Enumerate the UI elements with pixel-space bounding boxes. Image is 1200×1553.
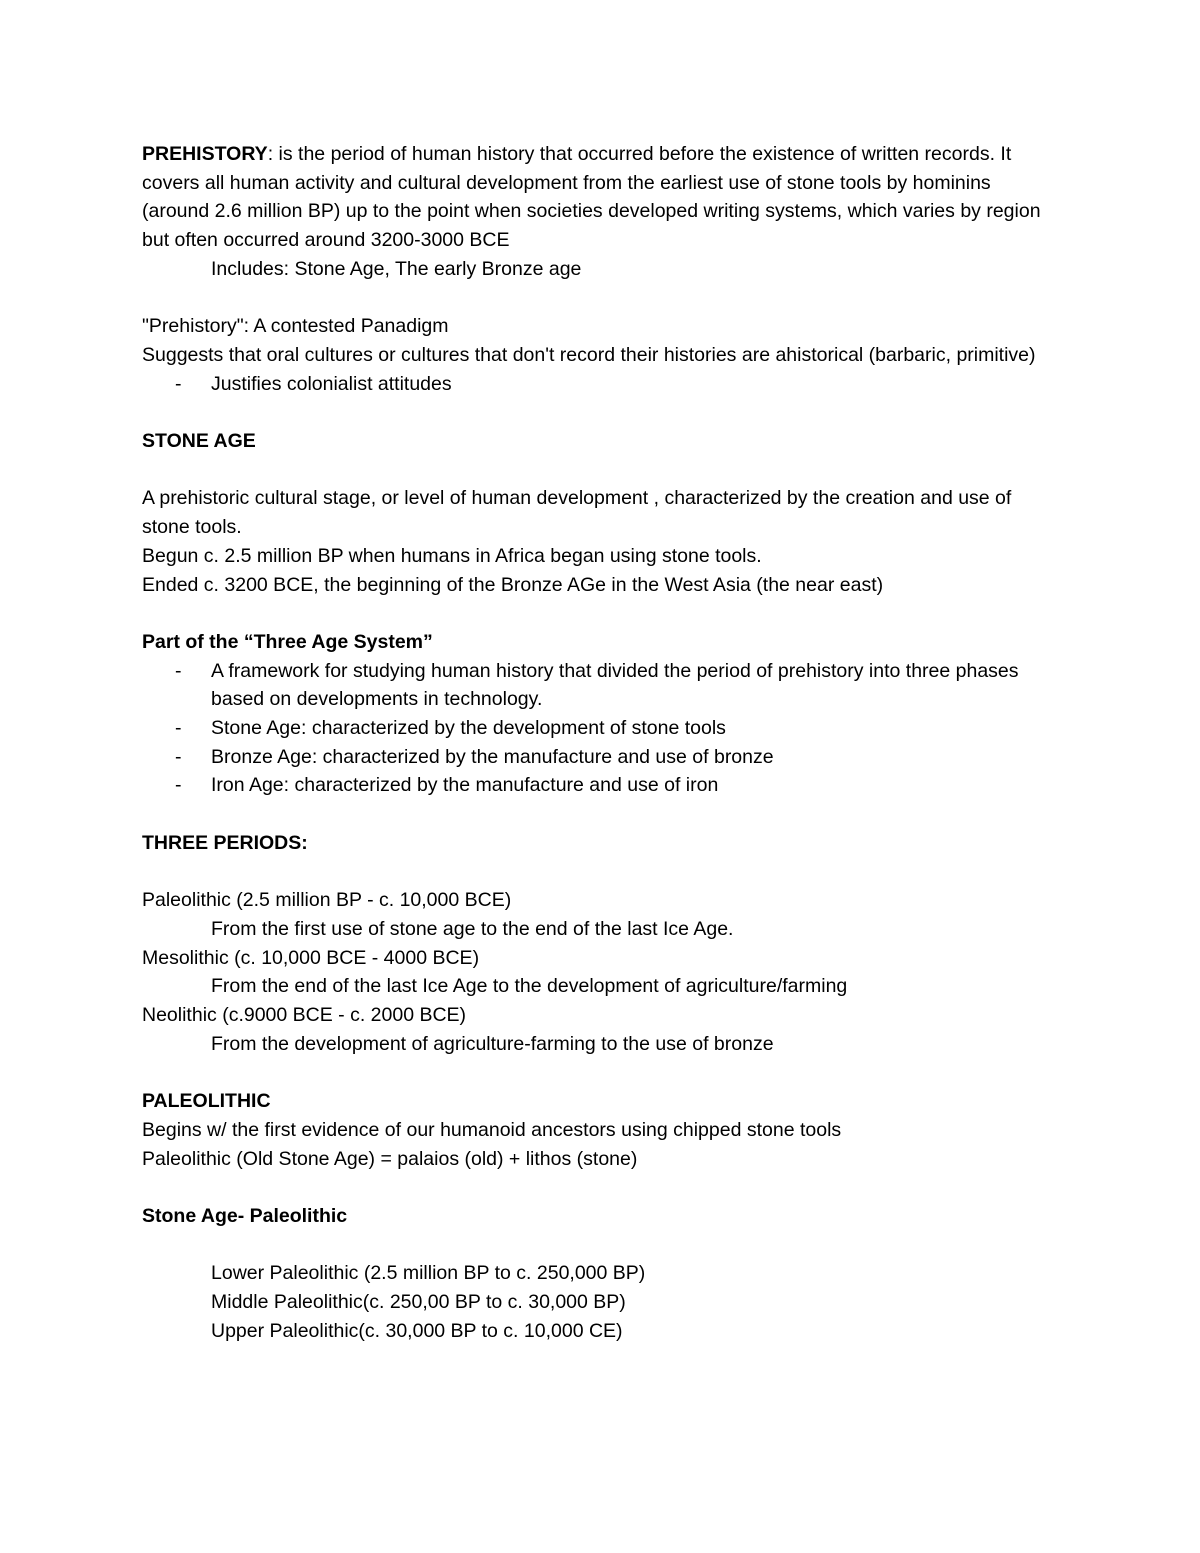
prehistory-definition: : is the period of human history that occurred before the existence of written records. It covers all human activity and cultural development from the earliest use of stone tools by hominins (around 2.6 million BP) up to the point when societies developed writing systems, which varies by region but often occurred around 3200-3000 BCE [142, 143, 1041, 252]
list-item [142, 370, 1052, 399]
section-heading-three-periods: THREE PERIODS: [142, 831, 308, 854]
section-heading-stone-age: STONE AGE [142, 430, 256, 452]
three-age-bullet-text: Stone Age: characterized by the development of stone tools [211, 717, 726, 739]
bullet-dash: - [175, 745, 182, 768]
bullet-dash: - [175, 372, 182, 395]
stone-age-ended: Ended c. 3200 BCE, the beginning of the Bronze AGe in the West Asia (the near east) [142, 573, 884, 596]
bullet-dash: - [175, 774, 182, 797]
stone-age-begun: Begun c. 2.5 million BP when humans in Africa began using stone tools. [142, 544, 762, 567]
paleolithic-subperiod: Middle Paleolithic(c. 250,00 BP to c. 30,000 BP) [211, 1290, 626, 1313]
period-description: From the first use of stone age to the end of the last Ice Age. [211, 917, 734, 940]
document-page [142, 140, 1052, 1345]
period-description: From the end of the last Ice Age to the development of agriculture/farming [211, 975, 848, 998]
list-item [142, 771, 1052, 800]
list-item [142, 743, 1052, 772]
section-heading-paleolithic: PALEOLITHIC [142, 1090, 271, 1113]
list-item [142, 657, 1052, 714]
period-name: Paleolithic (2.5 million BP - c. 10,000 BCE) [142, 889, 512, 912]
section-heading-three-age-system: Part of the “Three Age System” [142, 630, 433, 653]
prehistory-paragraph [142, 140, 1052, 255]
paleolithic-subperiod: Upper Paleolithic(c. 30,000 BP to c. 10,000 CE) [211, 1319, 623, 1342]
three-age-bullet-text: Bronze Age: characterized by the manufacture and use of bronze [211, 745, 774, 768]
period-name: Neolithic (c.9000 BCE - c. 2000 BCE) [142, 1004, 467, 1026]
three-age-bullet-text: Iron Age: characterized by the manufacture and use of iron [211, 774, 719, 797]
period-name: Mesolithic (c. 10,000 BCE - 4000 BCE) [142, 946, 480, 969]
paradigm-bullet-text: Justifies colonialist attitudes [211, 372, 452, 395]
prehistory-term: PREHISTORY [142, 143, 268, 165]
prehistory-includes: Includes: Stone Age, The early Bronze age [211, 257, 582, 280]
three-age-bullet-text: A framework for studying human history that divided the period of prehistory into three phases based on developments in technology. [211, 659, 1019, 711]
section-heading-stone-age-paleolithic: Stone Age- Paleolithic [142, 1204, 348, 1227]
bullet-dash: - [175, 659, 182, 682]
paradigm-text: Suggests that oral cultures or cultures that don't record their histories are ahistorical (barbaric, primitive) [142, 343, 1036, 366]
paleolithic-subperiod: Lower Paleolithic (2.5 million BP to c. 250,000 BP) [211, 1262, 646, 1285]
bullet-dash: - [175, 717, 182, 739]
stone-age-definition: A prehistoric cultural stage, or level of human development , characterized by the creation and use of stone tools. [142, 487, 1012, 539]
list-item [142, 714, 1052, 743]
paleolithic-line: Paleolithic (Old Stone Age) = palaios (old) + lithos (stone) [142, 1147, 638, 1170]
paleolithic-line: Begins w/ the first evidence of our humanoid ancestors using chipped stone tools [142, 1118, 842, 1141]
period-description: From the development of agriculture-farming to the use of bronze [211, 1032, 774, 1055]
paradigm-title: "Prehistory": A contested Panadigm [142, 315, 449, 338]
